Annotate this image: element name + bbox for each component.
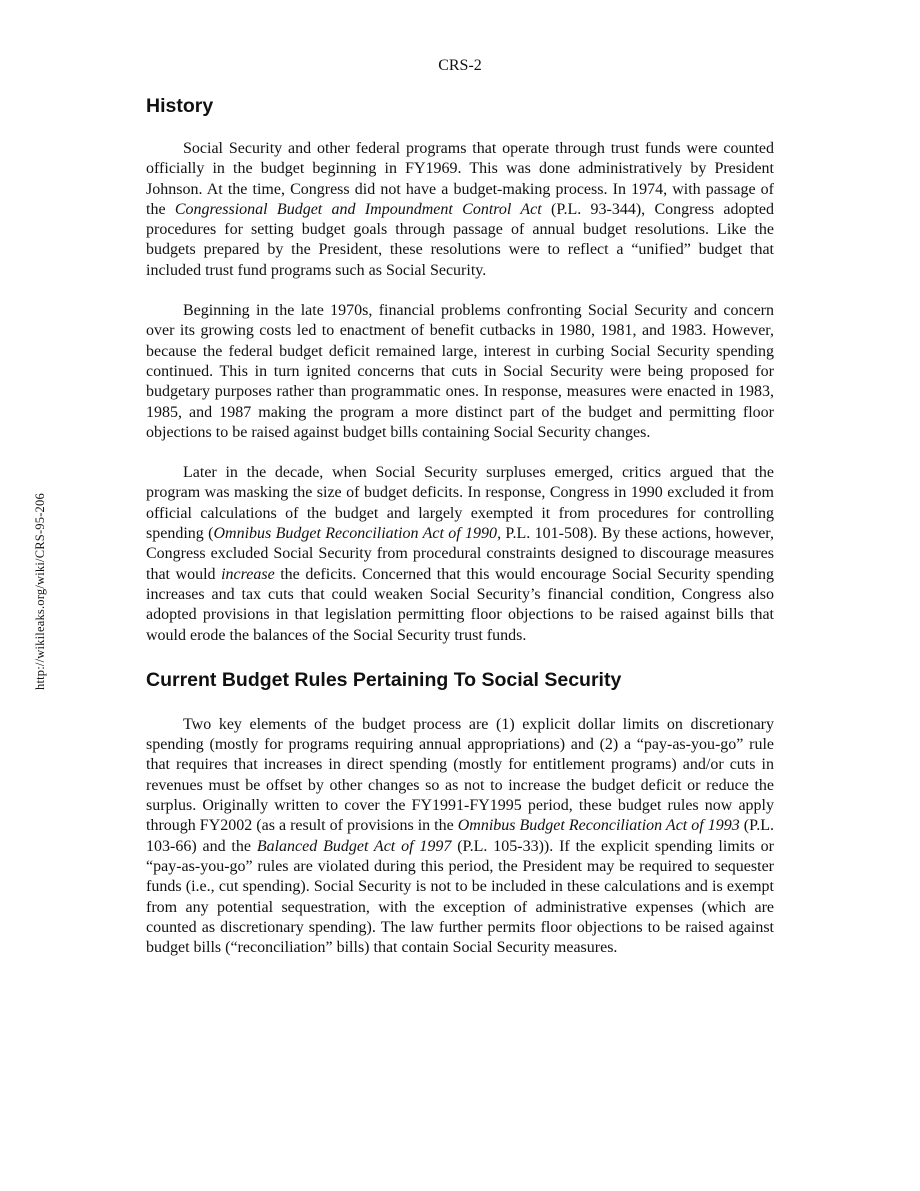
paragraph: [146, 715, 774, 959]
paragraph: [146, 139, 774, 281]
italic-run: increase: [221, 565, 275, 583]
text-run: (P.L. 105-33)). If the explicit spending limits or “pay-as-you-go” rules are violated during this period, the President may be required to sequester funds (i.e., cut spending). Social Security is not to be included in these calculations and is exempt from any potential sequestration, with the exception of administrative expenses (which are counted as discretionary spending). The law further permits floor objections to be raised against budget bills (“reconciliation” bills) that contain Social Security measures.: [146, 837, 775, 957]
text-run: Social Security and other federal programs that operate through trust funds were counted officially in the budget beginning in FY1969. This was done administratively by President Johnson. At the time, Congress did not have a budget-making process. In 1974, with passage of the: [146, 140, 774, 218]
text-run: (P.L. 103-66) and the: [146, 817, 774, 855]
text-run: Later in the decade, when Social Security surpluses emerged, critics argued that the program was masking the size of budget deficits. In response, Congress in 1990 excluded it from official calculations of the budget and largely exempted it from procedures for controlling spending (: [146, 464, 774, 543]
page-header-label: CRS-2: [438, 57, 482, 74]
document-body: [146, 92, 774, 958]
italic-run: Congressional Budget and Impoundment Control Act: [174, 200, 542, 218]
text-run: Two key elements of the budget process are (1) explicit dollar limits on discretionary spending (mostly for programs requiring annual appropriations) and (2) a “pay-as-you-go” rule that requires that increases in direct spending (mostly for entitlement programs) and/or cuts in revenues must be offset by other changes so as not to increase the budget deficit or reduce the surplus. Originally written to cover the FY1991-FY1995 period, these budget rules now apply through FY2002 (as a result of provisions in the: [146, 715, 774, 835]
paragraph: [146, 463, 774, 646]
text-run: the deficits. Concerned that this would encourage Social Security spending increases and tax cuts that could weaken Social Security’s financial condition, Congress also adopted provisions in that legislation permitting floor objections to be raised against bills that would erode the balances of the Social Security trust funds.: [146, 565, 774, 644]
paragraph: [146, 301, 774, 443]
section-heading-current-budget-rules: Current Budget Rules Pertaining To Social Security: [146, 668, 622, 691]
side-url-watermark: http://wikileaks.org/wiki/CRS-95-206: [33, 493, 47, 690]
section-heading-history: History: [146, 95, 214, 117]
italic-run: Omnibus Budget Reconciliation Act of 1993: [457, 817, 740, 835]
italic-run: Balanced Budget Act of 1997: [256, 837, 452, 855]
text-run: Beginning in the late 1970s, financial problems confronting Social Security and concern over its growing costs led to enactment of benefit cutbacks in 1980, 1981, and 1983. However, because the federal budget deficit remained large, interest in curbing Social Security spending continued. This in turn ignited concerns that cuts in Social Security were being proposed for budgetary purposes rather than programmatic ones. In response, measures were enacted in 1983, 1985, and 1987 making the program a more distinct part of the budget and permitting floor objections to be raised against budget bills containing Social Security changes.: [146, 302, 774, 441]
section-body-current-budget-rules: [146, 715, 774, 959]
section-body-history: [146, 139, 774, 646]
text-run: (P.L. 93-344), Congress adopted procedures for setting budget goals through passage of annual budget resolutions. Like the budgets prepared by the President, these resolutions were to reflect a “unified” budget that included trust fund programs such as Social Security.: [146, 200, 775, 279]
text-run: , P.L. 101-508). By these actions, however, Congress excluded Social Security from procedural constraints designed to discourage measures that would: [146, 525, 774, 583]
italic-run: Omnibus Budget Reconciliation Act of 1990: [213, 525, 498, 543]
